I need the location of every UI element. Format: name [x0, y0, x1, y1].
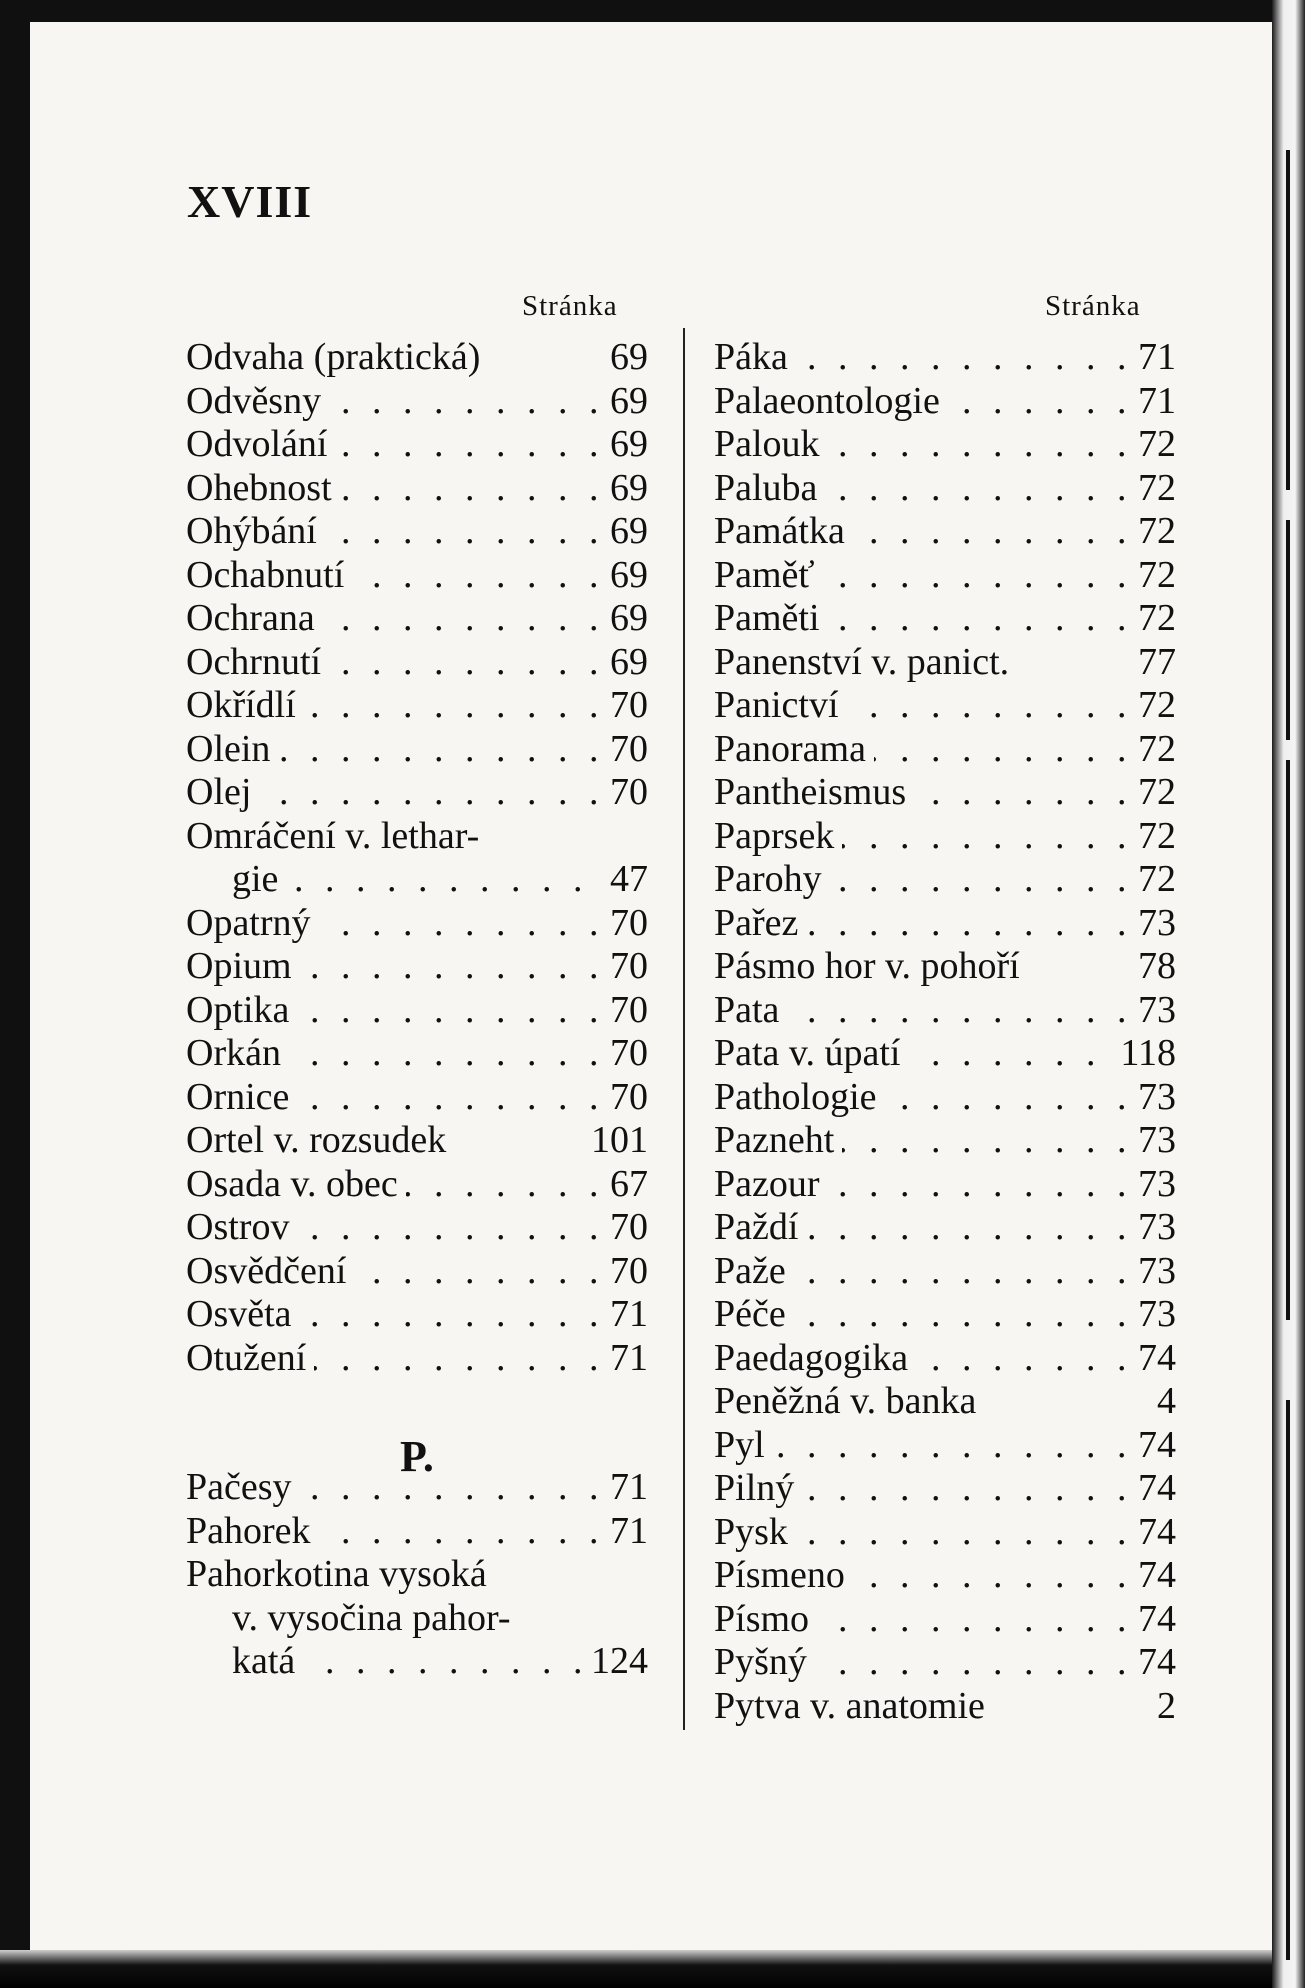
index-term: Památka — [714, 510, 853, 552]
index-page-number: 71 — [602, 1466, 648, 1509]
index-entry — [714, 1032, 1176, 1075]
index-page-number: 77 — [1130, 641, 1176, 684]
index-page-number: 70 — [602, 1076, 648, 1119]
index-term: Osvěta — [186, 1293, 300, 1335]
index-entry — [714, 597, 1176, 640]
index-page-number: 74 — [1130, 1511, 1176, 1554]
index-entry — [186, 1032, 648, 1075]
index-term: Parohy — [714, 858, 830, 900]
index-page-number: 69 — [602, 554, 648, 597]
index-page-number: 69 — [602, 641, 648, 684]
index-term: Pyšný — [714, 1641, 815, 1683]
index-term: Pytva v. anatomie — [714, 1685, 993, 1727]
index-page-number: 71 — [602, 1293, 648, 1336]
index-entry — [714, 423, 1176, 466]
index-page-number: 72 — [1130, 684, 1176, 727]
index-term: Pyl — [714, 1424, 773, 1466]
index-term: Palaeontologie — [714, 380, 948, 422]
index-term: Pilný — [714, 1467, 802, 1509]
index-term: v. vysočina pahor- — [232, 1597, 519, 1639]
index-term: Palouk — [714, 423, 828, 465]
index-term: Paedagogika — [714, 1337, 916, 1379]
index-entry — [714, 1293, 1176, 1336]
index-page-number: 4 — [1149, 1380, 1176, 1423]
index-entry — [186, 728, 648, 771]
index-term: Ohýbání — [186, 510, 325, 552]
index-term: Pásmo hor v. pohoří — [714, 945, 1028, 987]
index-entry — [714, 1380, 1176, 1423]
index-page-number: 74 — [1130, 1554, 1176, 1597]
index-term: Paluba — [714, 467, 825, 509]
index-page-number: 69 — [602, 380, 648, 423]
index-term: Panictví — [714, 684, 847, 726]
index-term: Odvolání — [186, 423, 335, 465]
index-page-number: 73 — [1130, 1119, 1176, 1162]
index-page-number: 71 — [1130, 380, 1176, 423]
index-term: Odvaha (praktická) — [186, 336, 488, 378]
index-page-number: 74 — [1130, 1467, 1176, 1510]
index-page-number: 71 — [602, 1337, 648, 1380]
index-entry — [714, 1163, 1176, 1206]
index-term: Pysk — [714, 1511, 796, 1553]
index-page-number: 73 — [1130, 989, 1176, 1032]
index-page-number: 72 — [1130, 554, 1176, 597]
index-entry — [186, 684, 648, 727]
index-term: Osada v. obec — [186, 1163, 406, 1205]
index-entry — [186, 1076, 648, 1119]
index-term: Ornice — [186, 1076, 297, 1118]
index-entry — [714, 771, 1176, 814]
index-entry — [714, 1206, 1176, 1249]
index-entry — [714, 1467, 1176, 1510]
index-entry — [186, 815, 648, 858]
index-page-number: 69 — [602, 336, 648, 379]
index-term: gie — [232, 858, 286, 900]
index-entry — [714, 336, 1176, 379]
index-term: Ostrov — [186, 1206, 297, 1248]
index-entry — [714, 1424, 1176, 1467]
index-page-number: 72 — [1130, 467, 1176, 510]
index-entry — [714, 1076, 1176, 1119]
index-entry — [714, 989, 1176, 1032]
index-page-number: 71 — [602, 1510, 648, 1553]
index-entry — [186, 510, 648, 553]
index-page-number: 74 — [1130, 1337, 1176, 1380]
index-term: Paže — [714, 1250, 794, 1292]
index-term: Péče — [714, 1293, 794, 1335]
index-term: Pata v. úpatí — [714, 1032, 908, 1074]
index-term: Písmeno — [714, 1554, 853, 1596]
index-entry — [186, 641, 648, 684]
index-entry — [714, 815, 1176, 858]
index-term: Osvědčení — [186, 1250, 354, 1292]
book-spine — [1272, 0, 1305, 1988]
index-entry — [186, 945, 648, 988]
index-page-number: 2 — [1149, 1685, 1176, 1728]
index-entry — [714, 467, 1176, 510]
index-term: Odvěsny — [186, 380, 329, 422]
index-entry — [186, 1163, 648, 1206]
index-term: Páka — [714, 336, 796, 378]
index-page-number: 69 — [602, 467, 648, 510]
index-page-number: 70 — [602, 728, 648, 771]
index-term: Pathologie — [714, 1076, 885, 1118]
index-page-number: 72 — [1130, 728, 1176, 771]
section-letter: P. — [400, 1432, 434, 1481]
index-page-number: 67 — [602, 1163, 648, 1206]
index-page-number: 118 — [1112, 1032, 1176, 1075]
index-term: Ochrnutí — [186, 641, 329, 683]
index-entry — [714, 902, 1176, 945]
index-entry — [232, 858, 648, 901]
running-head: XVIII — [187, 176, 313, 227]
index-term: Olein — [186, 728, 278, 770]
index-entry — [186, 1293, 648, 1336]
index-entry — [714, 510, 1176, 553]
index-page-number: 70 — [602, 989, 648, 1032]
index-entry — [186, 467, 648, 510]
index-entry — [232, 1640, 648, 1683]
index-entry — [186, 380, 648, 423]
index-page-number: 74 — [1130, 1598, 1176, 1641]
index-term: Otužení — [186, 1337, 314, 1379]
index-page-number: 70 — [602, 945, 648, 988]
index-page-number: 73 — [1130, 1293, 1176, 1336]
index-page-number: 70 — [602, 1206, 648, 1249]
index-term: Ortel v. rozsudek — [186, 1119, 454, 1161]
index-term: Ochabnutí — [186, 554, 352, 596]
index-term: Opatrný — [186, 902, 319, 944]
index-term: Opium — [186, 945, 300, 987]
index-page-number: 70 — [602, 771, 648, 814]
index-entry — [186, 1510, 648, 1553]
index-page-number: 72 — [1130, 510, 1176, 553]
index-page-number: 70 — [602, 902, 648, 945]
column-header-left: Stránka — [522, 290, 618, 322]
index-term: Ohebnost — [186, 467, 340, 509]
index-entry — [714, 728, 1176, 771]
index-entry — [186, 554, 648, 597]
index-page-number: 72 — [1130, 771, 1176, 814]
index-term: Pata — [714, 989, 787, 1031]
index-term: Peněžná v. banka — [714, 1380, 984, 1422]
index-term: Orkán — [186, 1032, 289, 1074]
index-term: Omráčení v. lethar- — [186, 815, 487, 857]
index-term: Pazneht — [714, 1119, 842, 1161]
index-page-number: 74 — [1130, 1641, 1176, 1684]
index-term: Paměť — [714, 554, 823, 596]
index-term: katá — [232, 1640, 303, 1682]
index-entry — [186, 1119, 648, 1162]
index-entry — [714, 1250, 1176, 1293]
index-page-number: 73 — [1130, 1076, 1176, 1119]
index-term: Pahorek — [186, 1510, 319, 1552]
index-term: Ochrana — [186, 597, 323, 639]
index-page-number: 72 — [1130, 815, 1176, 858]
index-entry — [714, 380, 1176, 423]
index-term: Pahorkotina vysoká — [186, 1553, 495, 1595]
index-entry — [714, 1119, 1176, 1162]
index-entry — [714, 641, 1176, 684]
index-entry — [186, 1337, 648, 1380]
index-page-number: 124 — [583, 1640, 648, 1683]
index-entry — [186, 1206, 648, 1249]
index-page-number: 69 — [602, 597, 648, 640]
index-page-number: 69 — [602, 510, 648, 553]
index-page-number: 70 — [602, 1250, 648, 1293]
index-entry — [186, 989, 648, 1032]
index-term: Pačesy — [186, 1466, 300, 1508]
index-entry — [186, 1553, 648, 1596]
page-bottom-edge — [0, 1950, 1272, 1988]
index-entry — [714, 554, 1176, 597]
index-term: Optika — [186, 989, 297, 1031]
index-term: Pantheismus — [714, 771, 914, 813]
index-term: Pazour — [714, 1163, 828, 1205]
index-term: Okřídlí — [186, 684, 304, 726]
index-page-number: 72 — [1130, 858, 1176, 901]
index-page-number: 73 — [1130, 1163, 1176, 1206]
index-entry — [186, 1466, 648, 1509]
index-page-number: 74 — [1130, 1424, 1176, 1467]
index-entry — [714, 858, 1176, 901]
index-term: Olej — [186, 771, 259, 813]
index-page-number: 72 — [1130, 597, 1176, 640]
index-term: Paprsek — [714, 815, 842, 857]
index-entry — [714, 1337, 1176, 1380]
index-page-number: 72 — [1130, 423, 1176, 466]
index-entry — [186, 423, 648, 466]
index-page-number: 101 — [583, 1119, 648, 1162]
index-entry — [186, 771, 648, 814]
index-entry — [714, 1685, 1176, 1728]
index-entry — [714, 1598, 1176, 1641]
index-term: Pařez — [714, 902, 806, 944]
index-page-number: 69 — [602, 423, 648, 466]
index-entry — [186, 902, 648, 945]
index-entry — [186, 336, 648, 379]
index-term: Písmo — [714, 1598, 817, 1640]
index-page-number: 70 — [602, 684, 648, 727]
index-entry — [232, 1597, 648, 1640]
index-entry — [714, 1511, 1176, 1554]
index-page-number: 73 — [1130, 902, 1176, 945]
index-entry — [714, 684, 1176, 727]
column-header-right: Stránka — [1045, 290, 1141, 322]
index-entry — [714, 945, 1176, 988]
index-entry — [186, 1250, 648, 1293]
index-page-number: 47 — [602, 858, 648, 901]
index-page-number: 73 — [1130, 1206, 1176, 1249]
index-term: Paždí — [714, 1206, 806, 1248]
column-divider — [683, 328, 685, 1730]
index-term: Paměti — [714, 597, 828, 639]
index-entry — [714, 1641, 1176, 1684]
index-term: Panorama — [714, 728, 874, 770]
index-entry — [186, 597, 648, 640]
index-term: Panenství v. panict. — [714, 641, 1017, 683]
index-page-number: 73 — [1130, 1250, 1176, 1293]
index-entry — [714, 1554, 1176, 1597]
index-page-number: 78 — [1130, 945, 1176, 988]
index-page-number: 71 — [1130, 336, 1176, 379]
index-page-number: 70 — [602, 1032, 648, 1075]
